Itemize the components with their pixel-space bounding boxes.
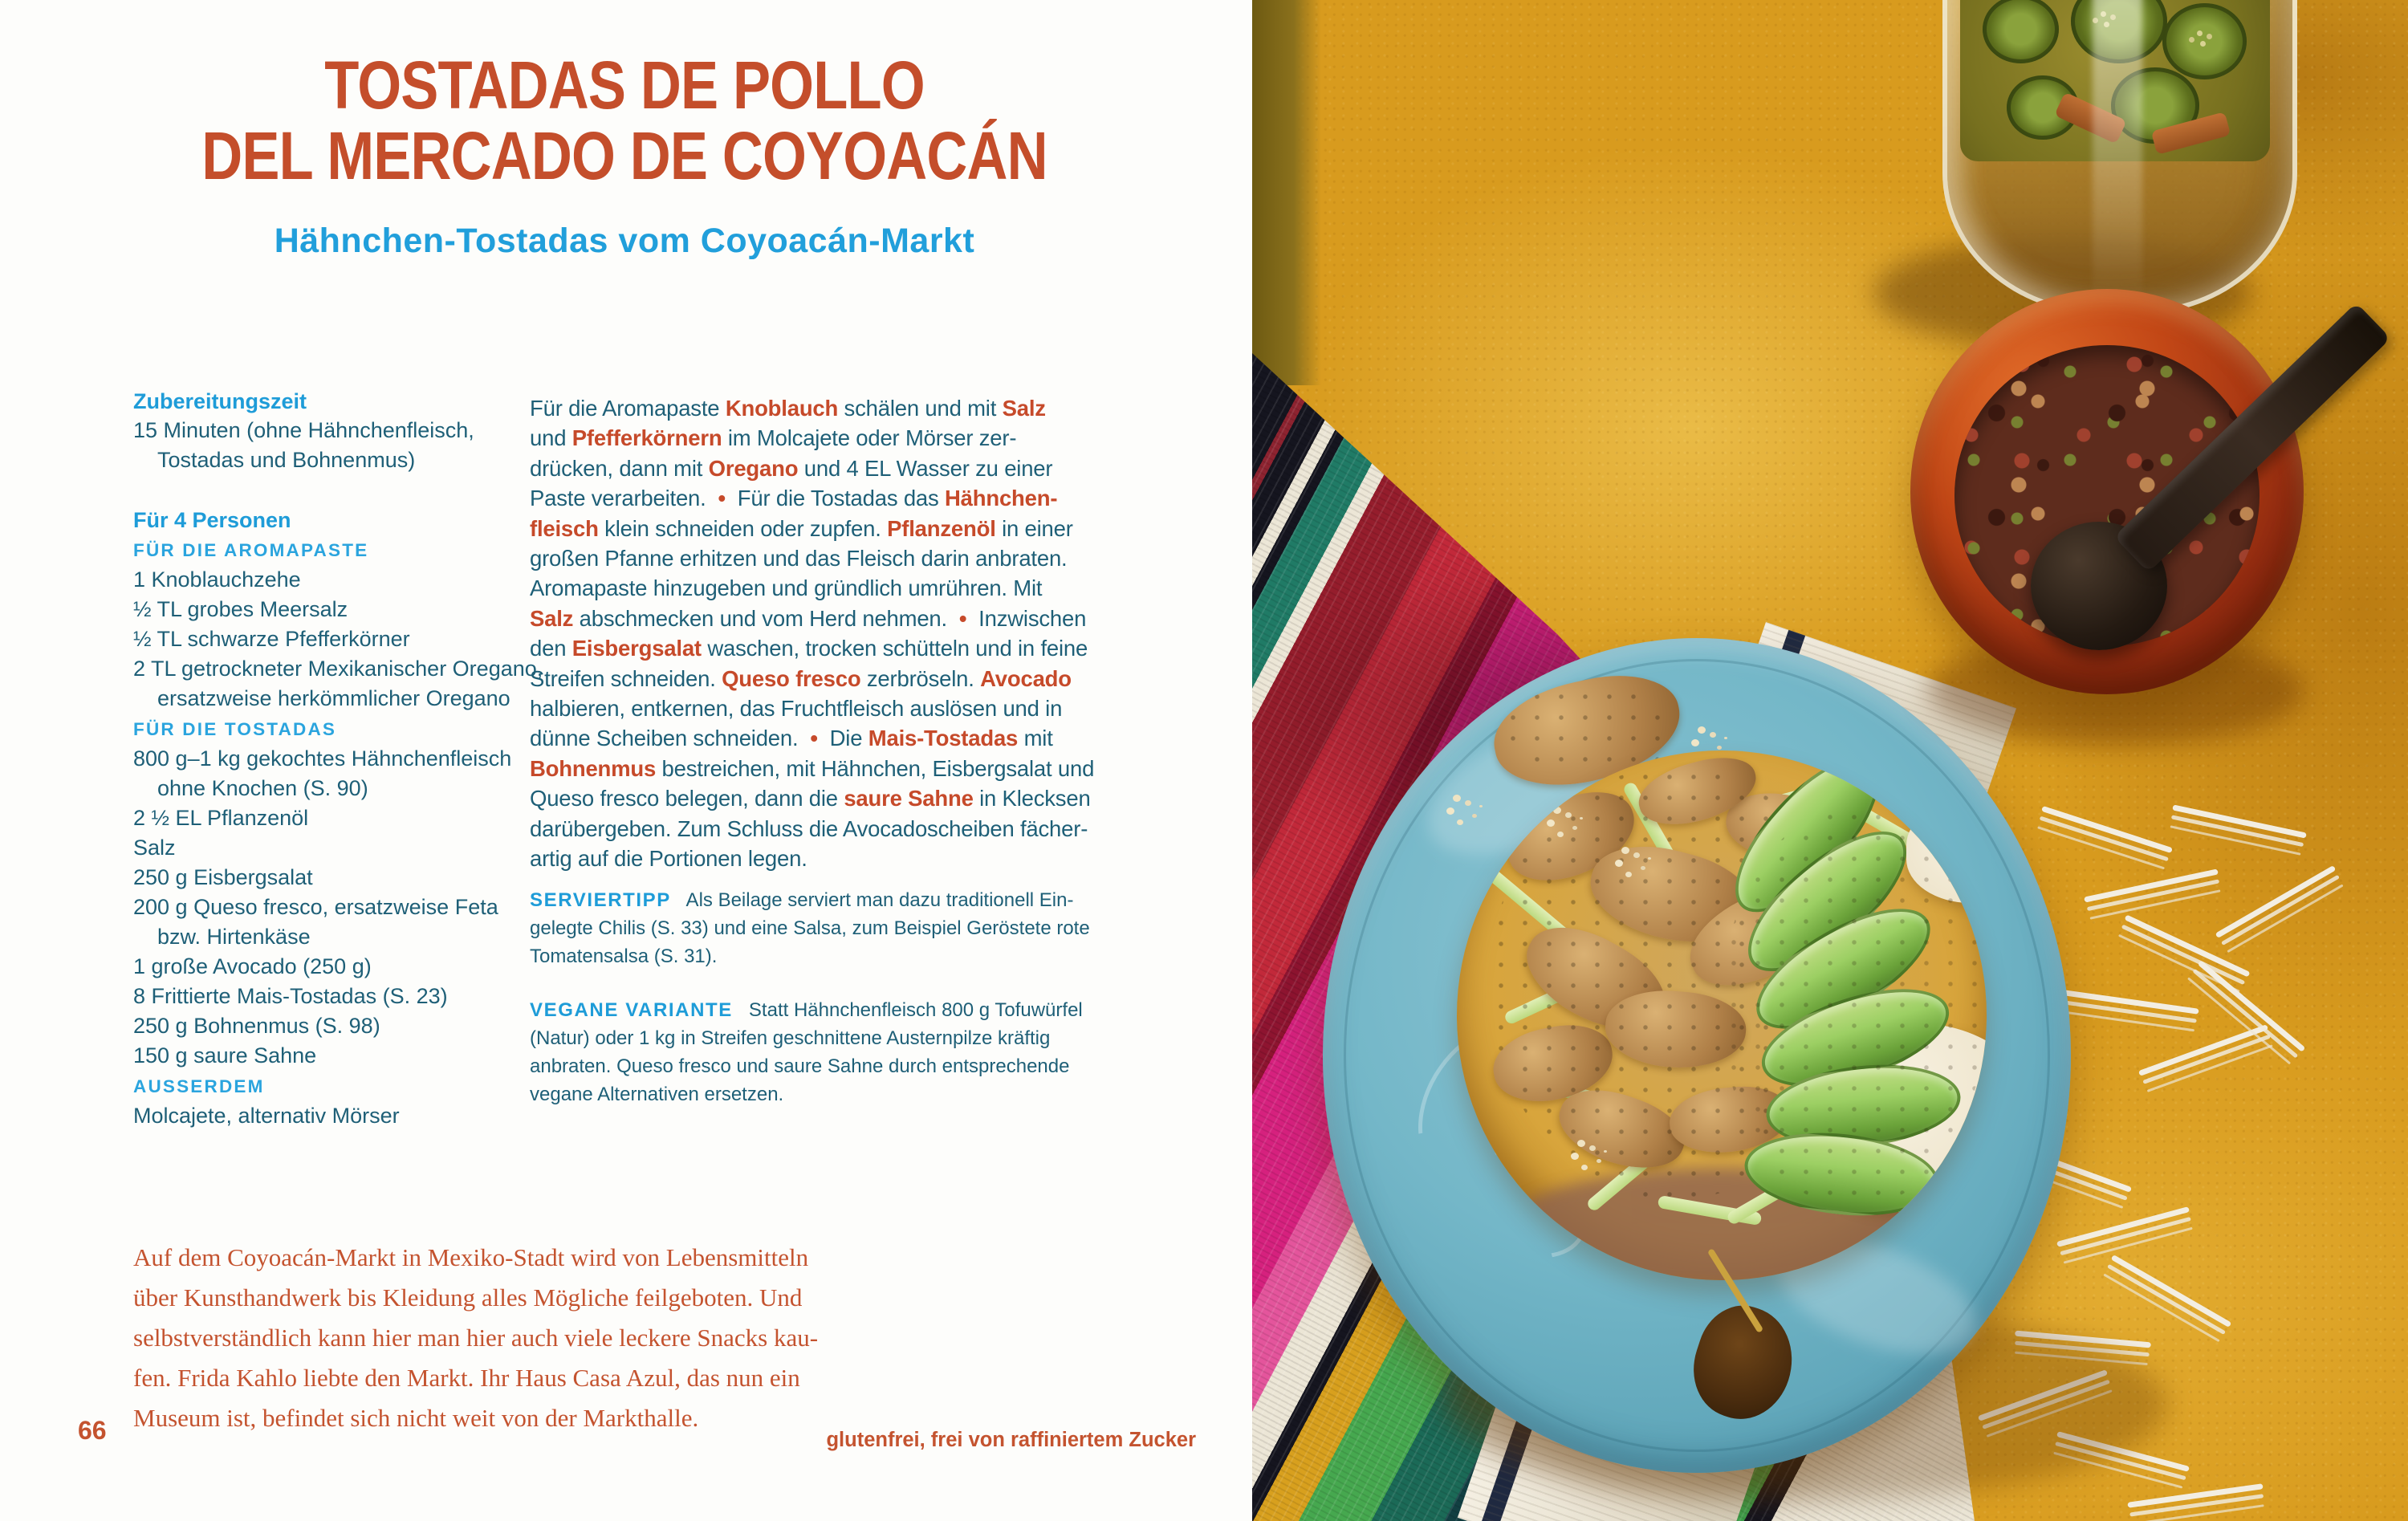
instruction-line: Bohnenmus bestreichen, mit Hähnchen, Eisbergsalat und [530, 755, 1095, 781]
intro-paragraph [133, 1238, 976, 1438]
ingredients-column [133, 387, 559, 1131]
spacer [530, 970, 1156, 996]
jalapeno-glass [1942, 0, 2297, 315]
ingredient-item: ersatzweise herkömmlicher Oregano [157, 686, 510, 710]
instruction-line: Queso fresco belegen, dann die saure Sahne in Klecksen [530, 786, 1091, 811]
instruction-line: Aromapaste hinzugeben und gründlich umrühren. Mit [530, 575, 1043, 601]
instruction-line: Salz abschmecken und vom Herd nehmen. • Inzwischen [530, 605, 1087, 631]
intro-line: fen. Frida Kahlo liebte den Markt. Ihr Haus Casa Azul, das nun ein [133, 1364, 800, 1392]
intro-line: über Kunsthandwerk bis Kleidung alles Mögliche feilgeboten. Und [133, 1283, 803, 1312]
recipe-title-line1: TOSTADAS DE POLLO [324, 47, 925, 123]
food-photograph [1252, 0, 2408, 1521]
queso-crumbs [1577, 1140, 1585, 1147]
black-pepper-specks [1722, 807, 1987, 1208]
servings-label: Für 4 Personen [133, 508, 291, 532]
instruction-line: halbieren, entkernen, das Fruchtfleisch auslösen und in [530, 696, 1063, 722]
instruction-line: darübergeben. Zum Schluss die Avocadoscheiben fächer- [530, 815, 1088, 841]
prep-time-line: Tostadas und Bohnenmus) [157, 448, 416, 472]
ingredient-item: Salz [133, 836, 176, 860]
ingredient-item: Molcajete, alternativ Mörser [133, 1104, 400, 1128]
ingredient-item: 150 g saure Sahne [133, 1043, 317, 1068]
ingredient-item: ohne Knochen (S. 90) [157, 776, 368, 800]
prep-time-label: Zubereitungszeit [133, 389, 307, 413]
vegan-variant-line: (Natur) oder 1 kg in Streifen geschnittene Austernpilze kräftig [530, 1027, 1051, 1049]
vegan-variant-line: VEGANE VARIANTE Statt Hähnchenfleisch 800 g Tofuwürfel [530, 999, 1083, 1021]
instruction-line: Streifen schneiden. Queso fresco zerbröseln. Avocado [530, 665, 1072, 691]
ingredient-item: 250 g Bohnenmus (S. 98) [133, 1014, 380, 1038]
instruction-line: artig auf die Portionen legen. [530, 846, 807, 872]
queso-crumbs [1621, 847, 1629, 854]
ingredient-item: 1 große Avocado (250 g) [133, 954, 372, 978]
section-header-aromapaste: FÜR DIE AROMAPASTE [133, 540, 369, 560]
instruction-line: Für die Aromapaste Knoblauch schälen und mit Salz [530, 396, 1046, 421]
jalapeno-slice [1983, 0, 2059, 63]
jalapeno-seeds [2197, 31, 2203, 36]
ingredient-item: 2 ½ EL Pflanzenöl [133, 806, 309, 830]
spacer [133, 475, 559, 506]
ingredient-item: ½ TL schwarze Pfefferkörner [133, 627, 410, 651]
diet-note: glutenfrei, frei von raffiniertem Zucker [826, 1429, 1196, 1451]
ingredient-item: ½ TL grobes Meersalz [133, 597, 348, 621]
intro-line: Museum ist, befindet sich nicht weit von der Markthalle. [133, 1404, 699, 1432]
vegan-variant-line: vegane Alternativen ersetzen. [530, 1084, 784, 1105]
section-header-tostadas: FÜR DIE TOSTADAS [133, 719, 337, 739]
ingredient-item: 250 g Eisbergsalat [133, 865, 313, 889]
glass-highlight [2093, 0, 2142, 310]
ingredient-item: 200 g Queso fresco, ersatzweise Feta [133, 895, 498, 919]
jalapeno-slice [2162, 3, 2247, 79]
corn-tostada [1457, 750, 1987, 1280]
intro-line: selbstverständlich kann hier man hier auch viele leckere Snacks kau- [133, 1324, 819, 1352]
instructions-column [530, 393, 1156, 874]
queso-crumbs [1453, 795, 1461, 802]
prep-time-line: 15 Minuten (ohne Hähnchenfleisch, [133, 418, 474, 442]
recipe-header [48, 47, 1201, 261]
ingredient-item: 800 g–1 kg gekochtes Hähnchenfleisch [133, 746, 512, 771]
ingredient-item: bzw. Hirtenkäse [157, 925, 311, 949]
instruction-line: und Pfefferkörnern im Molcajete oder Mörser zer- [530, 425, 1017, 451]
serving-tip-line: SERVIERTIPP Als Beilage serviert man dazu traditionell Ein- [530, 889, 1074, 911]
serving-tip-line: gelegte Chilis (S. 33) und eine Salsa, zum Beispiel Geröstete rote [530, 917, 1090, 939]
vegan-variant-line: anbraten. Queso fresco und saure Sahne durch entsprechende [530, 1055, 1070, 1077]
serving-tip-line: Tomatensalsa (S. 31). [530, 946, 718, 967]
queso-crumbs [1698, 726, 1706, 734]
section-header-ausserdem: AUSSERDEM [133, 1076, 265, 1096]
table-plank-edge [1252, 0, 1321, 385]
page-number: 66 [78, 1416, 107, 1445]
intro-line: Auf dem Coyoacán-Markt in Mexiko-Stadt wird von Lebensmitteln [133, 1243, 809, 1271]
queso-crumbs [1553, 807, 1561, 814]
ingredient-item: 8 Frittierte Mais-Tostadas (S. 23) [133, 984, 448, 1008]
recipe-title-line2: DEL MERCADO DE COYOACÁN [201, 118, 1047, 193]
instruction-line: drücken, dann mit Oregano und 4 EL Wasser zu einer [530, 455, 1053, 481]
salsa-bowl-group [1910, 289, 2312, 722]
instruction-line: dünne Scheiben schneiden. • Die Mais-Tostadas mit [530, 726, 1053, 751]
instruction-line: großen Pfanne erhitzen und das Fleisch darin anbraten. [530, 546, 1068, 571]
instruction-line: Paste verarbeiten. • Für die Tostadas das Hähnchen- [530, 486, 1058, 511]
tips-block [530, 886, 1156, 1108]
instruction-line: fleisch klein schneiden oder zupfen. Pflanzenöl in einer [530, 515, 1073, 541]
ingredient-item: 2 TL getrockneter Mexikanischer Oregano, [133, 657, 543, 681]
ingredient-item: 1 Knoblauchzehe [133, 567, 301, 592]
recipe-subtitle: Hähnchen-Tostadas vom Coyoacán-Markt [274, 222, 975, 260]
instruction-line: den Eisbergsalat waschen, trocken schütteln und in feine [530, 636, 1088, 661]
